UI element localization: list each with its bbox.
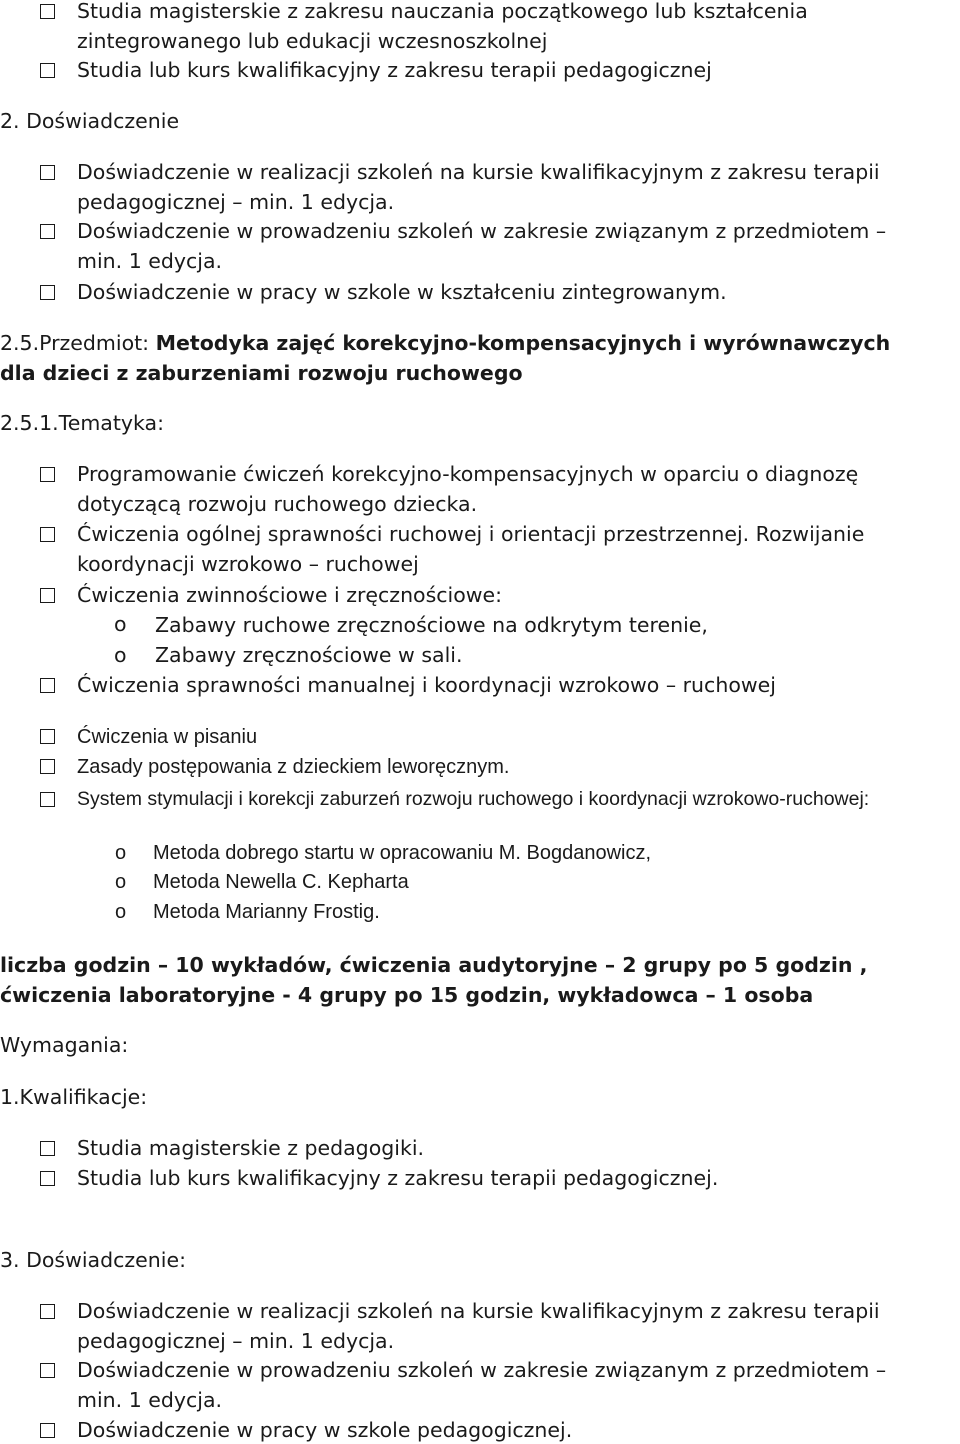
checkbox (40, 285, 55, 300)
topic-1-line-1: Programowanie ćwiczeń korekcyjno-kompensacyjnych w oparciu o diagnozę (77, 462, 859, 486)
topic-6: Zasady postępowania z dzieckiem leworęcznym. (77, 756, 510, 778)
checkbox (40, 792, 55, 807)
topic-1-line-2: dotyczącą rozwoju ruchowego dziecka. (77, 492, 478, 516)
checkbox (40, 467, 55, 482)
bullet-icon: o (115, 901, 127, 923)
checkbox (40, 588, 55, 603)
experience-heading: 2. Doświadczenie (0, 109, 180, 133)
experience-item-1-line-2: pedagogicznej – min. 1 edycja. (77, 190, 395, 214)
checkbox (40, 1363, 55, 1378)
qualification-item-1-line-2: zintegrowanego lub edukacji wczesnoszkolnej (77, 29, 548, 53)
requirement-experience-2-line-1: Doświadczenie w prowadzeniu szkoleń w zakresie związanym z przedmiotem – (77, 1358, 887, 1382)
checkbox (40, 729, 55, 744)
checkbox (40, 1423, 55, 1438)
topic-3-sub-2: Zabawy zręcznościowe w sali. (155, 643, 463, 667)
checkbox (40, 678, 55, 693)
subject-line-1 (0, 333, 890, 354)
topic-3-sub-1: Zabawy ruchowe zręcznościowe na odkrytym terenie, (155, 613, 708, 637)
topic-4: Ćwiczenia sprawności manualnej i koordynacji wzrokowo – ruchowej (77, 673, 776, 697)
qualification-item-2: Studia lub kurs kwalifikacyjny z zakresu terapii pedagogicznej (77, 58, 712, 82)
checkbox (40, 527, 55, 542)
requirement-experience-2-line-2: min. 1 edycja. (77, 1388, 223, 1412)
bullet-icon: o (114, 643, 127, 667)
experience-item-2-line-2: min. 1 edycja. (77, 249, 223, 273)
checkbox (40, 165, 55, 180)
requirement-experience-1-line-2: pedagogicznej – min. 1 edycja. (77, 1329, 395, 1353)
topic-7-sub-1: Metoda dobrego startu w opracowaniu M. Bogdanowicz, (153, 842, 652, 864)
checkbox (40, 1304, 55, 1319)
checkbox (40, 224, 55, 239)
hours-line-1: liczba godzin – 10 wykładów, ćwiczenia audytoryjne – 2 grupy po 5 godzin , (0, 953, 868, 977)
topic-7-sub-2: Metoda Newella C. Kepharta (153, 871, 409, 893)
qualifications-heading: 1.Kwalifikacje: (0, 1085, 148, 1109)
topic-2-line-1: Ćwiczenia ogólnej sprawności ruchowej i orientacji przestrzennej. Rozwijanie (77, 522, 865, 546)
topic-5: Ćwiczenia w pisaniu (77, 726, 258, 748)
checkbox (40, 4, 55, 19)
subject-title: Metodyka zajęć korekcyjno-kompensacyjnych i wyrównawczych (155, 331, 891, 355)
experience-item-3: Doświadczenie w pracy w szkole w kształceniu zintegrowanym. (77, 280, 727, 304)
bullet-icon: o (114, 612, 127, 636)
bullet-icon: o (115, 871, 127, 893)
subject-prefix: 2.5.Przedmiot: (0, 331, 156, 355)
qualification-item-1-line-1: Studia magisterskie z zakresu nauczania początkowego lub kształcenia (77, 0, 808, 23)
checkbox (40, 1171, 55, 1186)
requirement-experience-1-line-1: Doświadczenie w realizacji szkoleń na kursie kwalifikacyjnym z zakresu terapii (77, 1299, 880, 1323)
checkbox (40, 1141, 55, 1156)
requirements-heading: Wymagania: (0, 1033, 129, 1057)
requirements-experience-heading: 3. Doświadczenie: (0, 1248, 186, 1272)
topic-7-sub-3: Metoda Marianny Frostig. (153, 901, 380, 923)
checkbox (40, 759, 55, 774)
topic-3: Ćwiczenia zwinnościowe i zręcznościowe: (77, 583, 503, 607)
topic-7: System stymulacji i korekcji zaburzeń rozwoju ruchowego i koordynacji wzrokowo-ruchowej: (77, 788, 870, 810)
topics-heading: 2.5.1.Tematyka: (0, 411, 165, 435)
experience-item-2-line-1: Doświadczenie w prowadzeniu szkoleń w zakresie związanym z przedmiotem – (77, 219, 887, 243)
requirement-experience-3: Doświadczenie w pracy w szkole pedagogicznej. (77, 1418, 573, 1442)
checkbox (40, 63, 55, 78)
subject-title-line-2: dla dzieci z zaburzeniami rozwoju ruchowego (0, 361, 523, 385)
requirement-qualification-2: Studia lub kurs kwalifikacyjny z zakresu terapii pedagogicznej. (77, 1166, 719, 1190)
requirement-qualification-1: Studia magisterskie z pedagogiki. (77, 1136, 425, 1160)
topic-2-line-2: koordynacji wzrokowo – ruchowej (77, 552, 419, 576)
hours-line-2: ćwiczenia laboratoryjne - 4 grupy po 15 godzin, wykładowca – 1 osoba (0, 983, 814, 1007)
experience-item-1-line-1: Doświadczenie w realizacji szkoleń na kursie kwalifikacyjnym z zakresu terapii (77, 160, 880, 184)
bullet-icon: o (115, 842, 127, 864)
